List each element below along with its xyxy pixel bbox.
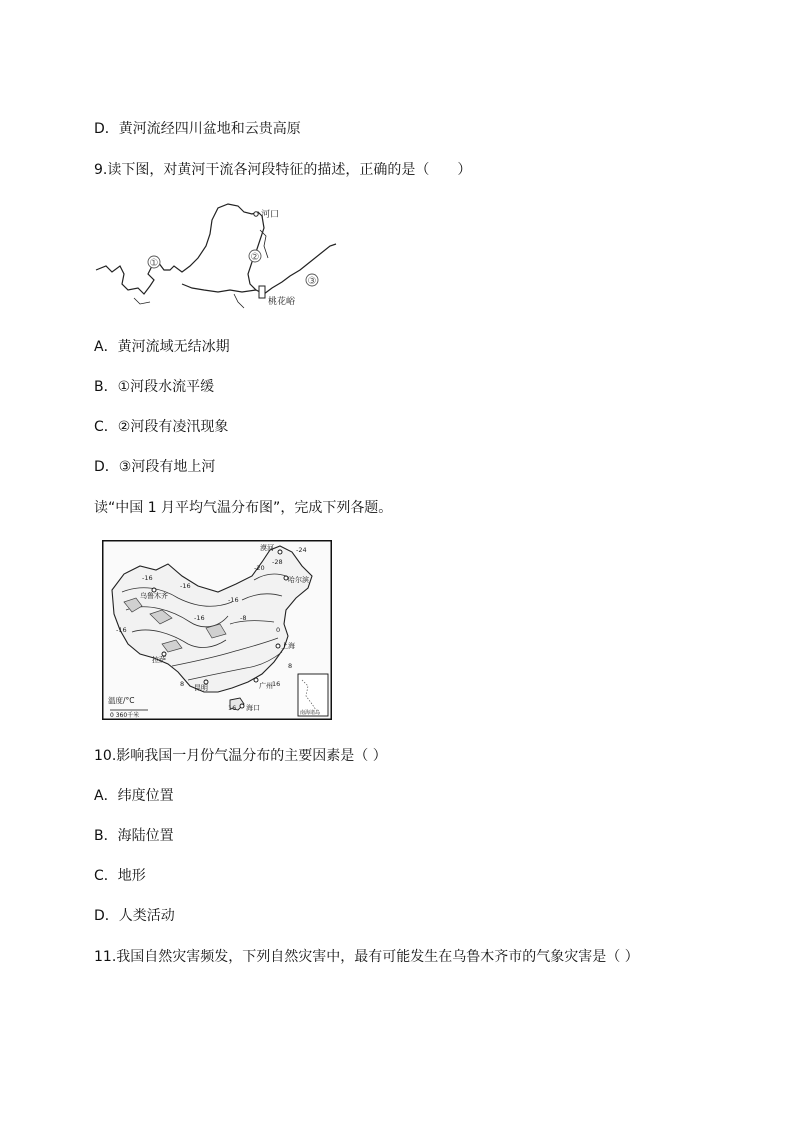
china-january-temperature-map (102, 540, 332, 720)
yellow-river-figure (94, 200, 338, 320)
isotherm-label: -16 (116, 626, 127, 634)
q9-option-a: A．黄河流域无结冰期 (94, 339, 230, 355)
q10-option-b: B．海陆位置 (94, 828, 174, 844)
q10-option-d: D．人类活动 (94, 908, 175, 924)
isotherm-label: -16 (142, 574, 153, 582)
segment-3-label: ③ (307, 276, 317, 287)
isotherm-label: -16 (228, 596, 239, 604)
q10-option-a: A．纬度位置 (94, 788, 174, 804)
segment-1-label: ① (149, 258, 159, 269)
taohuayu-label: 桃花峪 (268, 297, 296, 307)
taohuayu-marker (259, 286, 265, 298)
city-haikou: 海口 (246, 704, 260, 712)
map-scale: 0 360千米 (110, 712, 140, 719)
isotherm-label: 16 (228, 704, 237, 712)
city-urumqi: 乌鲁木齐 (140, 592, 168, 600)
q10-option-c: C．地形 (94, 868, 146, 884)
isotherm-label: -24 (296, 546, 307, 554)
q9-option-c: C．②河段有凌汛现象 (94, 419, 229, 435)
q8-option-d: D．黄河流经四川盆地和云贵高原 (94, 121, 301, 137)
city-lhasa: 拉萨 (152, 656, 166, 664)
isotherm-label: -28 (272, 558, 283, 566)
isotherm-label: -8 (240, 614, 247, 622)
city-shanghai: 上海 (281, 642, 295, 650)
city-mohe: 漠河 (260, 544, 274, 552)
city-kunming: 昆明 (194, 684, 208, 692)
isotherm-label: -16 (194, 614, 205, 622)
q11-stem: 11.我国自然灾害频发，下列自然灾害中，最有可能发生在乌鲁木齐市的气象灾害是（ ） (94, 949, 639, 965)
isotherm-label: 16 (272, 680, 281, 688)
hekou-marker (254, 212, 258, 216)
isotherm-label: -20 (254, 564, 265, 572)
hekou-label: 河口 (261, 210, 280, 220)
city-guangzhou: 广州 (259, 682, 273, 690)
inset-label: 南海诸岛 (300, 710, 321, 716)
map-legend-title: 温度/°C (108, 696, 135, 705)
q9-option-b: B．①河段水流平缓 (94, 379, 215, 395)
map-intro: 读“中国 1 月平均气温分布图”，完成下列各题。 (94, 500, 393, 516)
temperature-map-svg (102, 540, 332, 720)
isotherm-label: 0 (276, 626, 281, 634)
city-harbin: 哈尔滨 (288, 576, 309, 584)
q9-option-d: D．③河段有地上河 (94, 459, 216, 475)
isotherm-label: 8 (180, 680, 185, 688)
yellow-river-map (94, 200, 338, 320)
q9-stem: 9.读下图，对黄河干流各河段特征的描述，正确的是（ ） (94, 162, 472, 178)
isotherm-label: 8 (288, 662, 293, 670)
segment-2-label: ② (250, 252, 260, 263)
q10-stem: 10.影响我国一月份气温分布的主要因素是（ ） (94, 748, 387, 764)
isotherm-label: -16 (180, 582, 191, 590)
